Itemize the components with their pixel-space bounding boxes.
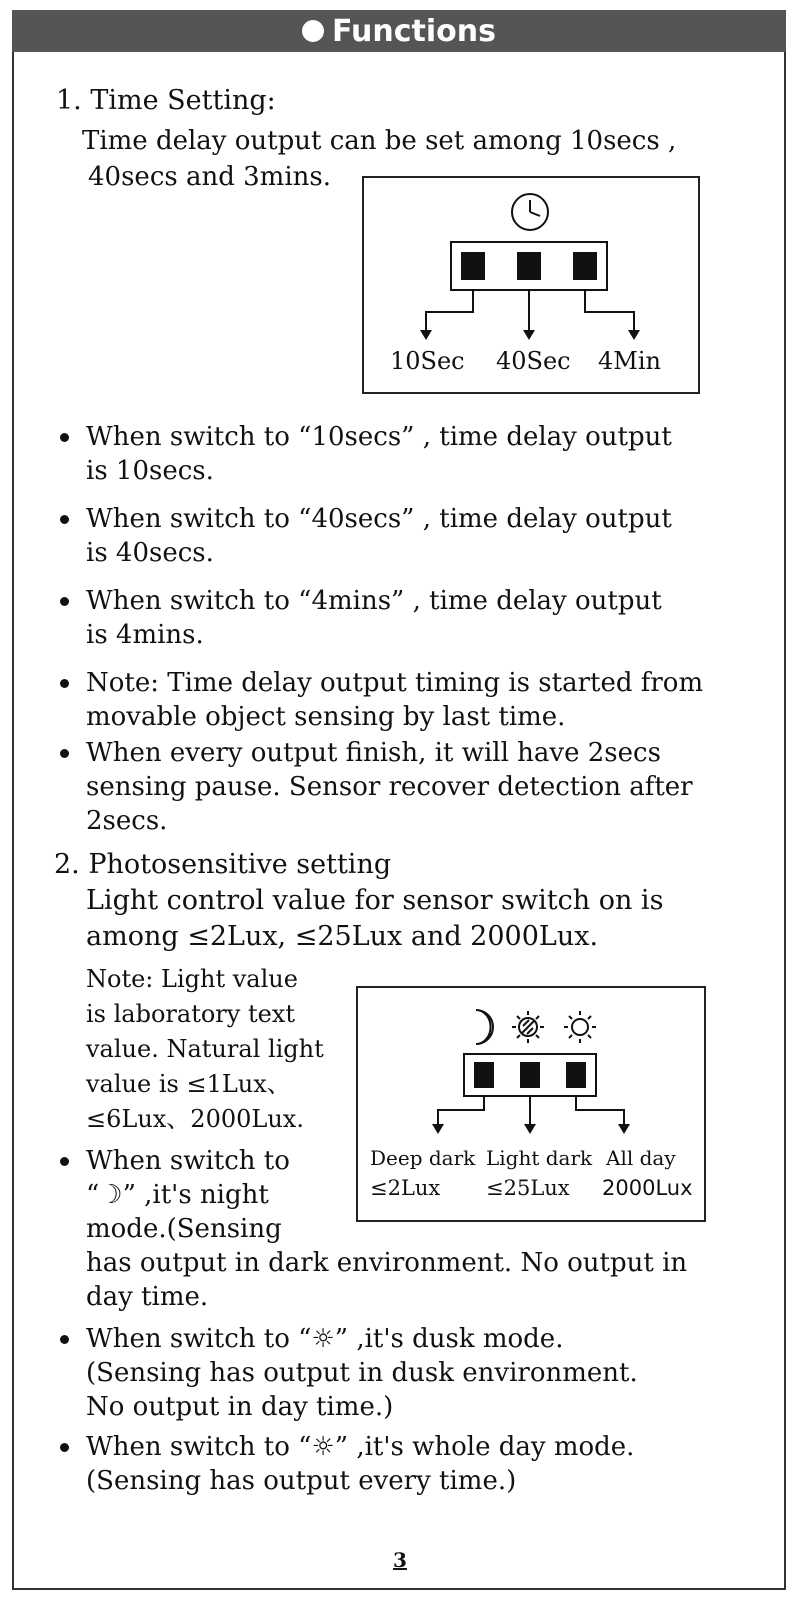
bullet-dot [60, 433, 69, 442]
bullet-sensing-pause: When every output finish, it will have 2secs sensing pause. Sensor recover detection after 2secs. [86, 736, 693, 838]
banner-title: Functions [332, 13, 496, 49]
bullet-dot [60, 679, 69, 688]
arrow-head-3 [618, 1124, 630, 1134]
arrow-line-3 [576, 1096, 624, 1128]
bullet-40secs: When switch to “40secs” , time delay output is 40secs. [86, 502, 672, 570]
label-4min: 4Min [598, 347, 661, 375]
mode-all-day: All day [606, 1146, 676, 1170]
mode-light-dark: Light dark [486, 1146, 593, 1170]
bullet-4mins: When switch to “4mins” , time delay output is 4mins. [86, 584, 662, 652]
arrow-head-3 [628, 330, 640, 340]
bullet-dot [60, 597, 69, 606]
bullet-10secs: When switch to “10secs” , time delay output is 10secs. [86, 420, 672, 488]
arrow-line-1 [438, 1096, 484, 1128]
switch-block-2 [517, 252, 541, 280]
bullet-note-timing: Note: Time delay output timing is started from movable object sensing by last time. [86, 666, 703, 734]
bullet-dot [60, 1443, 69, 1452]
value-2000lux: 2000Lux [602, 1176, 693, 1200]
dusk-sun-icon [512, 1011, 544, 1043]
section1-intro-line1: Time delay output can be set among 10secs , [82, 126, 677, 156]
arrow-line-1 [426, 290, 473, 334]
bullet-dusk-mode: When switch to “☼” ,it's dusk mode. (Sensing has output in dusk environment. No output in day time.) [86, 1322, 638, 1424]
value-25lux: ≤25Lux [486, 1176, 570, 1200]
arrow-line-3 [585, 290, 634, 334]
bullet-dot [60, 1157, 69, 1166]
arrow-head-1 [420, 330, 432, 340]
switch-block-1 [474, 1062, 494, 1088]
arrow-head-2 [524, 1124, 536, 1134]
bullet-circle-icon [302, 20, 324, 42]
sun-icon [564, 1011, 596, 1043]
moon-icon [476, 1010, 493, 1044]
bullet-whole-day-mode: When switch to “☼” ,it's whole day mode. (Sensing has output every time.) [86, 1430, 634, 1498]
bullet-dot [60, 1335, 69, 1344]
page-number: 3 [393, 1548, 407, 1572]
label-10sec: 10Sec [390, 347, 465, 375]
bullet-night-mode: When switch to “☽” ,it's night mode.(Sensing has output in dark environment. No output in day time. [86, 1144, 687, 1314]
arrow-head-1 [432, 1124, 444, 1134]
arrow-head-2 [523, 330, 535, 340]
bullet-dot [60, 749, 69, 758]
time-setting-diagram [362, 176, 700, 394]
bullet-dot [60, 515, 69, 524]
switch-block-3 [573, 252, 597, 280]
section2-intro-line2: among ≤2Lux, ≤25Lux and 2000Lux. [86, 921, 599, 952]
functions-banner [12, 10, 786, 52]
switch-block-2 [520, 1062, 540, 1088]
section1-intro-line2: 40secs and 3mins. [88, 162, 332, 192]
section2-heading: 2. Photosensitive setting [54, 849, 392, 880]
mode-deep-dark: Deep dark [370, 1146, 476, 1170]
clock-icon [512, 194, 548, 230]
switch-block-1 [461, 252, 485, 280]
label-40sec: 40Sec [496, 347, 571, 375]
value-2lux: ≤2Lux [370, 1176, 441, 1200]
switch-block-3 [566, 1062, 586, 1088]
lux-note: Note: Light value is laboratory text value. Natural light value is ≤1Lux、 ≤6Lux、2000Lux. [86, 965, 324, 1133]
section2-intro-line1: Light control value for sensor switch on is [86, 885, 664, 916]
section1-heading: 1. Time Setting: [56, 85, 276, 116]
